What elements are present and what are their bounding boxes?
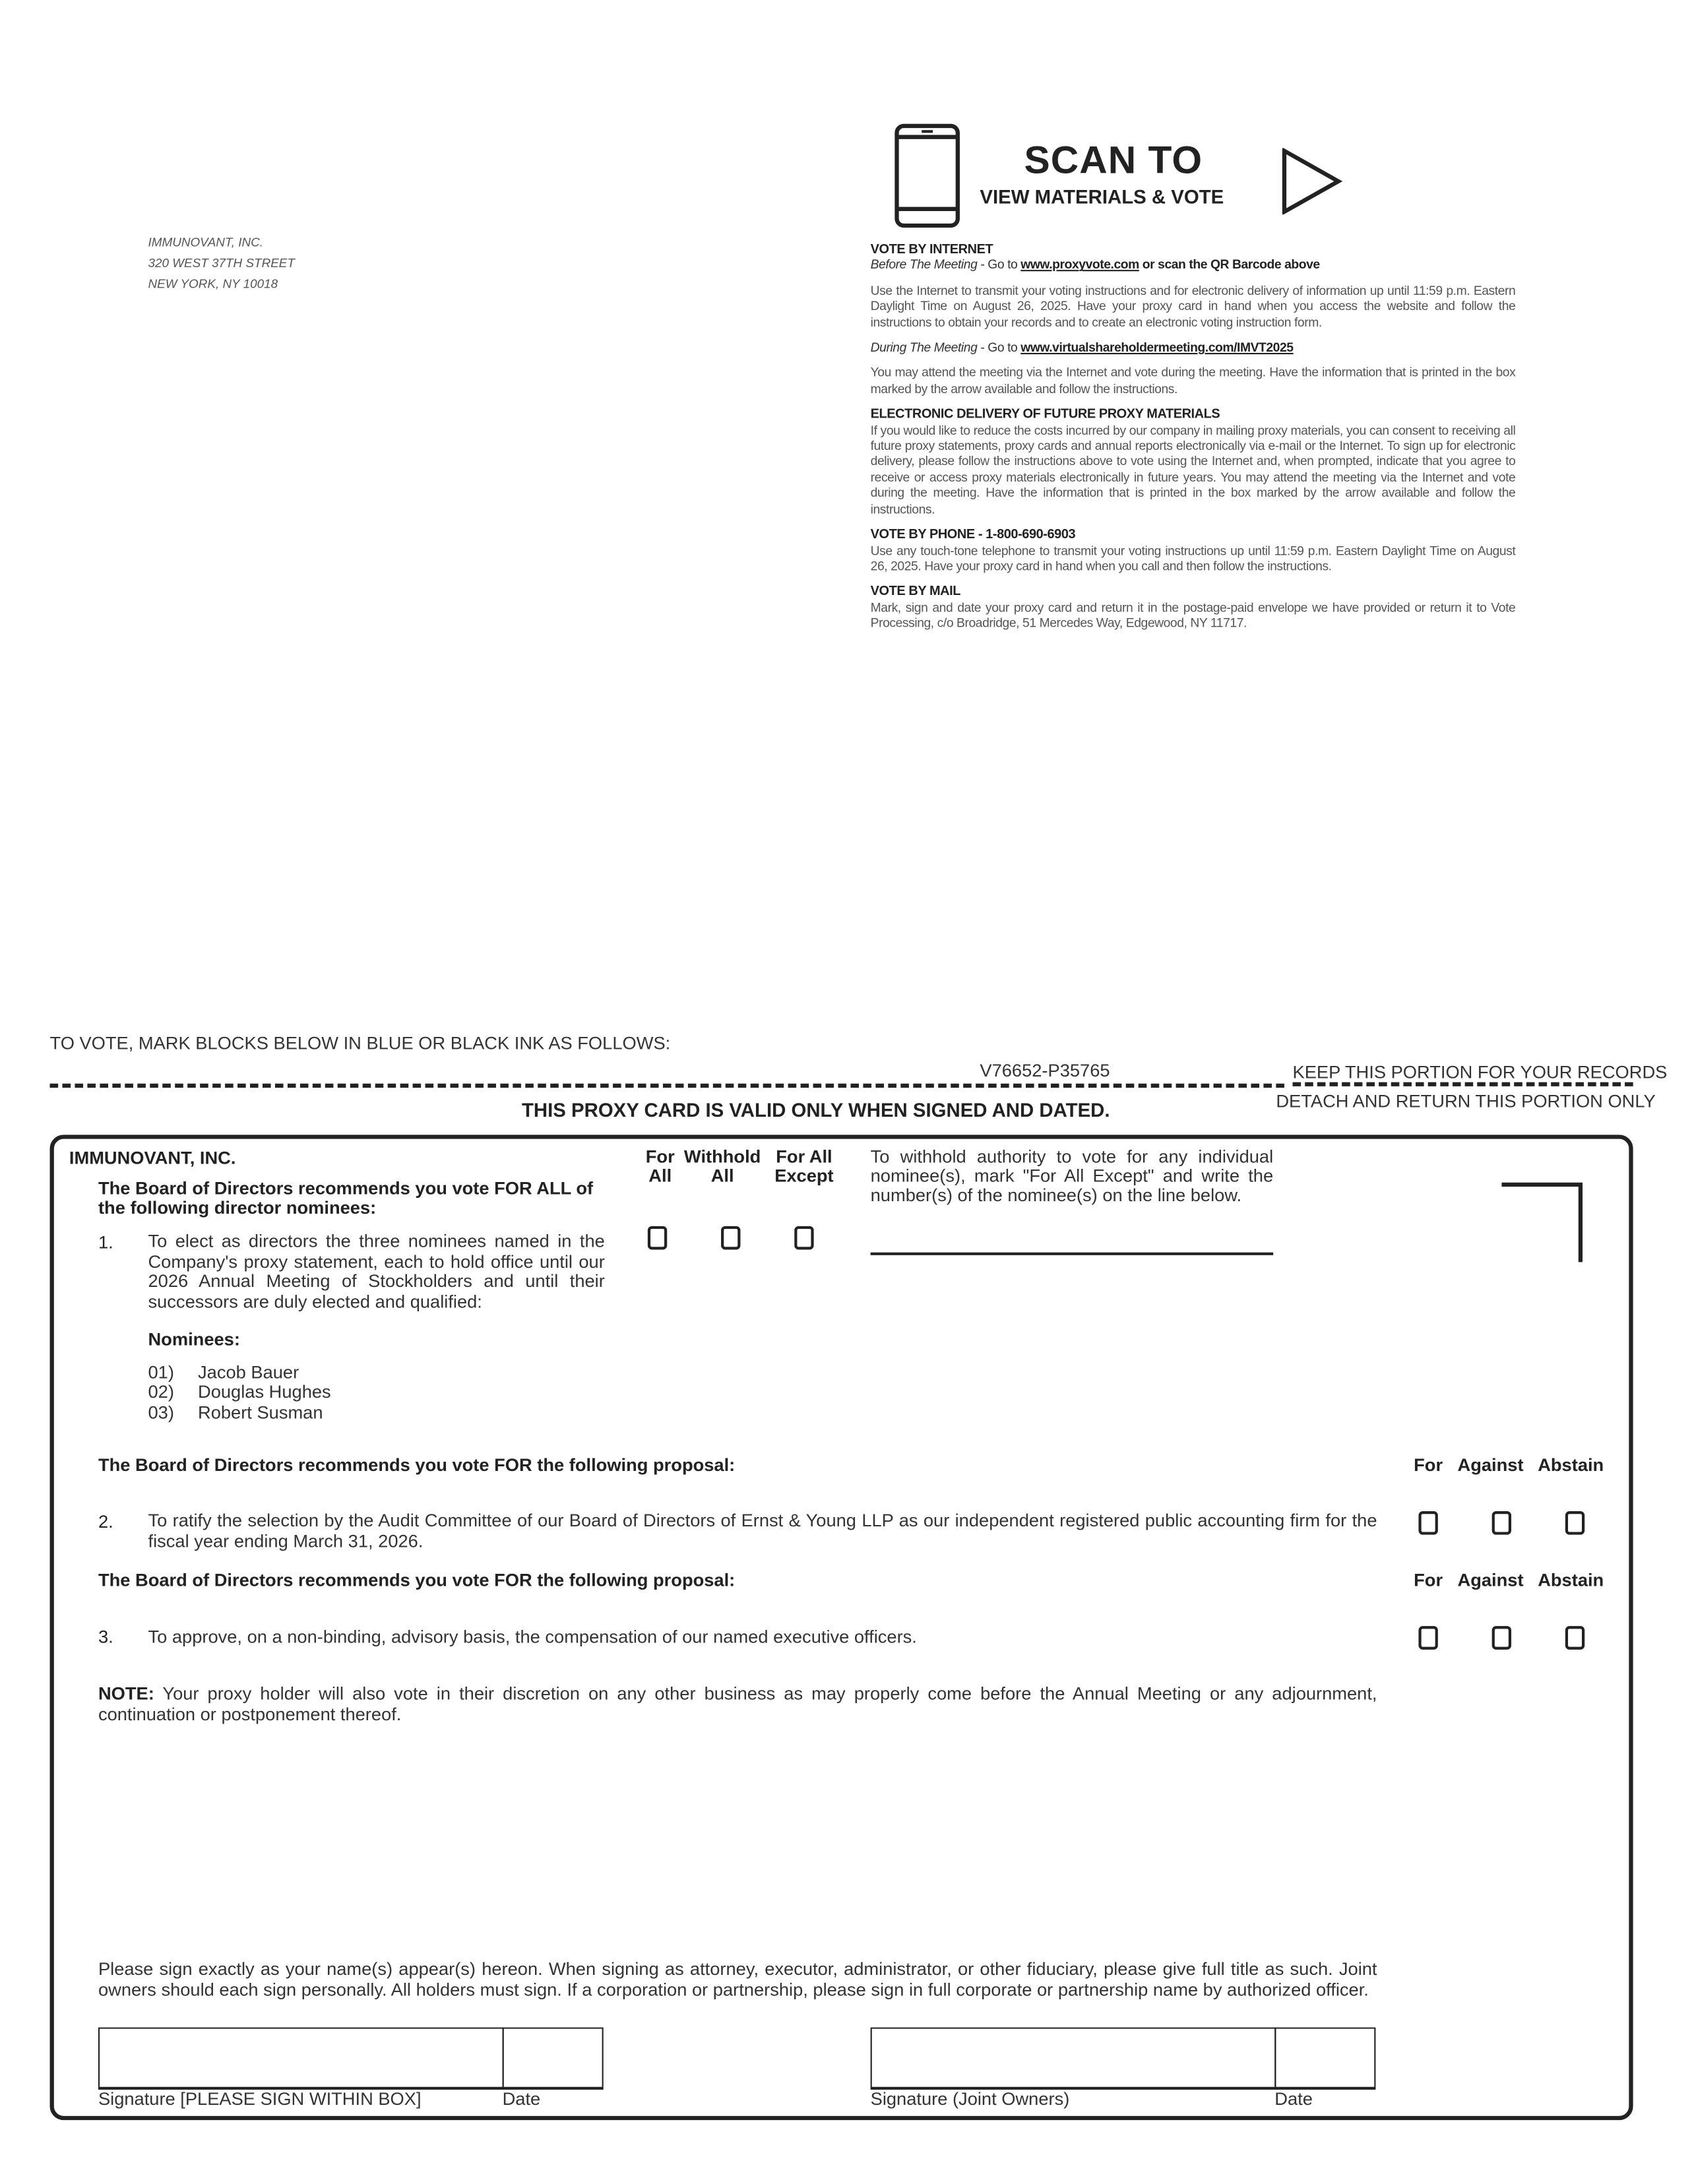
sign-instructions: Please sign exactly as your name(s) appear(s) hereon. When signing as attorney, executor, administrator, or other fiduciary, please give full title as such. Joint owners should each sign personally. All holders must sign. If a corporation or partnership, please sign in full corporate or partnership name by authorized officer. [98,1958,1377,1999]
mail-title: VOTE BY MAIL [870,584,961,600]
item-number: 3. [98,1626,113,1647]
nominee-name: Robert Susman [198,1401,323,1422]
checkbox-withhold-all[interactable] [721,1226,740,1250]
checkbox-item2-abstain[interactable] [1565,1511,1584,1535]
scan-heading: SCAN TO [1024,138,1203,181]
detach-return-label: DETACH AND RETURN THIS PORTION ONLY [1276,1090,1656,1111]
col-for-all: For All [645,1146,675,1186]
col-against: Against [1457,1454,1524,1476]
nominee-number: 03) [148,1401,174,1422]
checkbox-for-all-except[interactable] [794,1226,813,1250]
corner-mark-icon [1501,1182,1584,1265]
virtual-meeting-link[interactable]: www.virtualshareholdermeeting.com/IMVT2025 [1020,340,1294,355]
col-against: Against [1457,1569,1524,1590]
goto: - Go to [977,258,1021,272]
edelivery-text: If you would like to reduce the costs incurred by our company in mailing proxy materials, you can consent to receiving all future proxy statements, proxy cards and annual reports electronically via e-mail or the Internet. To sign up for electronic delivery, please follow the instructions above to vote using the Internet and, when prompted, indicate that you agree to receive or access proxy materials electronically in future years. You may attend the meeting via the Internet and vote during the meeting. Have the information that is printed in the box marked by the arrow available and follow the instructions. [870,423,1516,516]
signature-box[interactable] [98,2028,504,2090]
joint-date-label: Date [1274,2088,1313,2109]
company-name: IMMUNOVANT, INC. [69,1147,236,1168]
date-label: Date [502,2088,541,2109]
col-for: For [1414,1454,1443,1476]
nominee-item [148,1383,330,1403]
joint-date-box[interactable] [1274,2028,1375,2090]
nominee-number: 01) [148,1361,174,1383]
nominee-item [148,1403,330,1423]
note-label: NOTE: [98,1683,154,1704]
address-line: 320 WEST 37TH STREET [148,256,295,270]
mark-instructions: TO VOTE, MARK BLOCKS BELOW IN BLUE OR BLACK INK AS FOLLOWS: [49,1032,671,1053]
detach-line [50,1084,1284,1088]
internet-title: VOTE BY INTERNET [870,242,993,258]
joint-signature-label: Signature (Joint Owners) [870,2088,1070,2109]
recommendation-1: The Board of Directors recommends you vote FOR ALL of the following director nominees: [98,1177,594,1218]
edelivery-title: ELECTRONIC DELIVERY OF FUTURE PROXY MATERIALS [870,407,1220,423]
play-triangle-icon [1282,148,1342,214]
item-1-text: To elect as directors the three nominees named in the Company's proxy statement, each to hold office until our 2026 Annual Meeting of Stockholders and until their successors are duly elected and qualified: [148,1230,605,1311]
checkbox-item3-against[interactable] [1492,1626,1511,1650]
address-line: IMMUNOVANT, INC. [148,235,264,249]
recommendation-2: The Board of Directors recommends you vote FOR the following proposal: [98,1454,736,1476]
qr-hint: or scan the QR Barcode above [1139,258,1320,272]
during-label: During The Meeting [870,340,978,355]
date-box[interactable] [503,2028,604,2090]
keep-portion-label: KEEP THIS PORTION FOR YOUR RECORDS [1292,1061,1668,1082]
recommendation-3: The Board of Directors recommends you vote FOR the following proposal: [98,1569,736,1590]
item-number: 1. [98,1232,113,1253]
joint-signature-box[interactable] [871,2028,1276,2090]
withhold-instructions: To withhold authority to vote for any individual nominee(s), mark "For All Except" and write the number(s) of the nominee(s) on the line below. [870,1146,1274,1206]
col-abstain: Abstain [1538,1454,1604,1476]
nominee-number: 02) [148,1381,174,1402]
before-label: Before The Meeting [870,258,978,272]
nominee-name: Douglas Hughes [198,1381,331,1402]
goto: - Go to [977,340,1021,355]
valid-notice: THIS PROXY CARD IS VALID ONLY WHEN SIGNED AND DATED. [521,1098,1110,1121]
item-number: 2. [98,1511,113,1532]
col-withhold-all: Withhold All [683,1146,761,1186]
during-text: You may attend the meeting via the Internet and vote during the meeting. Have the information that is printed in the box marked by the arrow available and follow the instructions. [870,365,1516,396]
note [98,1684,1377,1724]
item-2-text: To ratify the selection by the Audit Committee of our Board of Directors of Ernst & Young LLP as our independent registered public accounting firm for the fiscal year ending March 31, 2026. [148,1509,1377,1551]
checkbox-item3-abstain[interactable] [1565,1626,1584,1650]
item-3-text: To approve, on a non-binding, advisory basis, the compensation of our named executive officers. [148,1626,917,1647]
nominee-item [148,1363,330,1383]
scan-subheading: VIEW MATERIALS & VOTE [980,185,1224,208]
checkbox-for-all[interactable] [648,1226,667,1250]
signature-label: Signature [PLEASE SIGN WITHIN BOX] [98,2088,422,2109]
col-abstain: Abstain [1538,1569,1604,1590]
nominees-label: Nominees: [148,1328,240,1350]
smartphone-icon [894,123,960,228]
col-for: For [1414,1569,1443,1590]
control-code: V76652-P35765 [980,1060,1110,1081]
internet-text: Use the Internet to transmit your voting instructions and for electronic delivery of information up until 11:59 p.m. Eastern Daylight Time on August 26, 2025. Have your proxy card in hand when you access the website and follow the instructions to obtain your records and to create an electronic voting instruction form. [870,283,1516,329]
checkbox-item2-for[interactable] [1418,1511,1437,1535]
phone-text: Use any touch-tone telephone to transmit your voting instructions up until 11:59 p.m. Eastern Daylight Time on August 26, 2025. Have your proxy card in hand when you call and then follow the instructions. [870,543,1516,573]
nominee-exception-line[interactable] [871,1253,1274,1255]
mail-text: Mark, sign and date your proxy card and return it in the postage-paid envelope we have provided or return it to Vote Processing, c/o Broadridge, 51 Mercedes Way, Edgewood, NY 11717. [870,600,1516,630]
checkbox-item3-for[interactable] [1418,1626,1437,1650]
voting-instructions [871,242,1516,641]
nominee-list [148,1363,330,1423]
col-for-all-except: For All Except [774,1146,834,1186]
address-line: NEW YORK, NY 10018 [148,276,278,291]
checkbox-item2-against[interactable] [1492,1511,1511,1535]
return-address [148,232,294,294]
phone-title: VOTE BY PHONE - 1-800-690-6903 [870,527,1076,543]
detach-line [1293,1082,1633,1086]
proxyvote-link[interactable]: www.proxyvote.com [1020,258,1139,272]
note-text: Your proxy holder will also vote in their discretion on any other business as may properly come before the Annual Meeting or any adjournment, continuation or postponement thereof. [98,1683,1377,1724]
nominee-name: Jacob Bauer [198,1361,299,1383]
